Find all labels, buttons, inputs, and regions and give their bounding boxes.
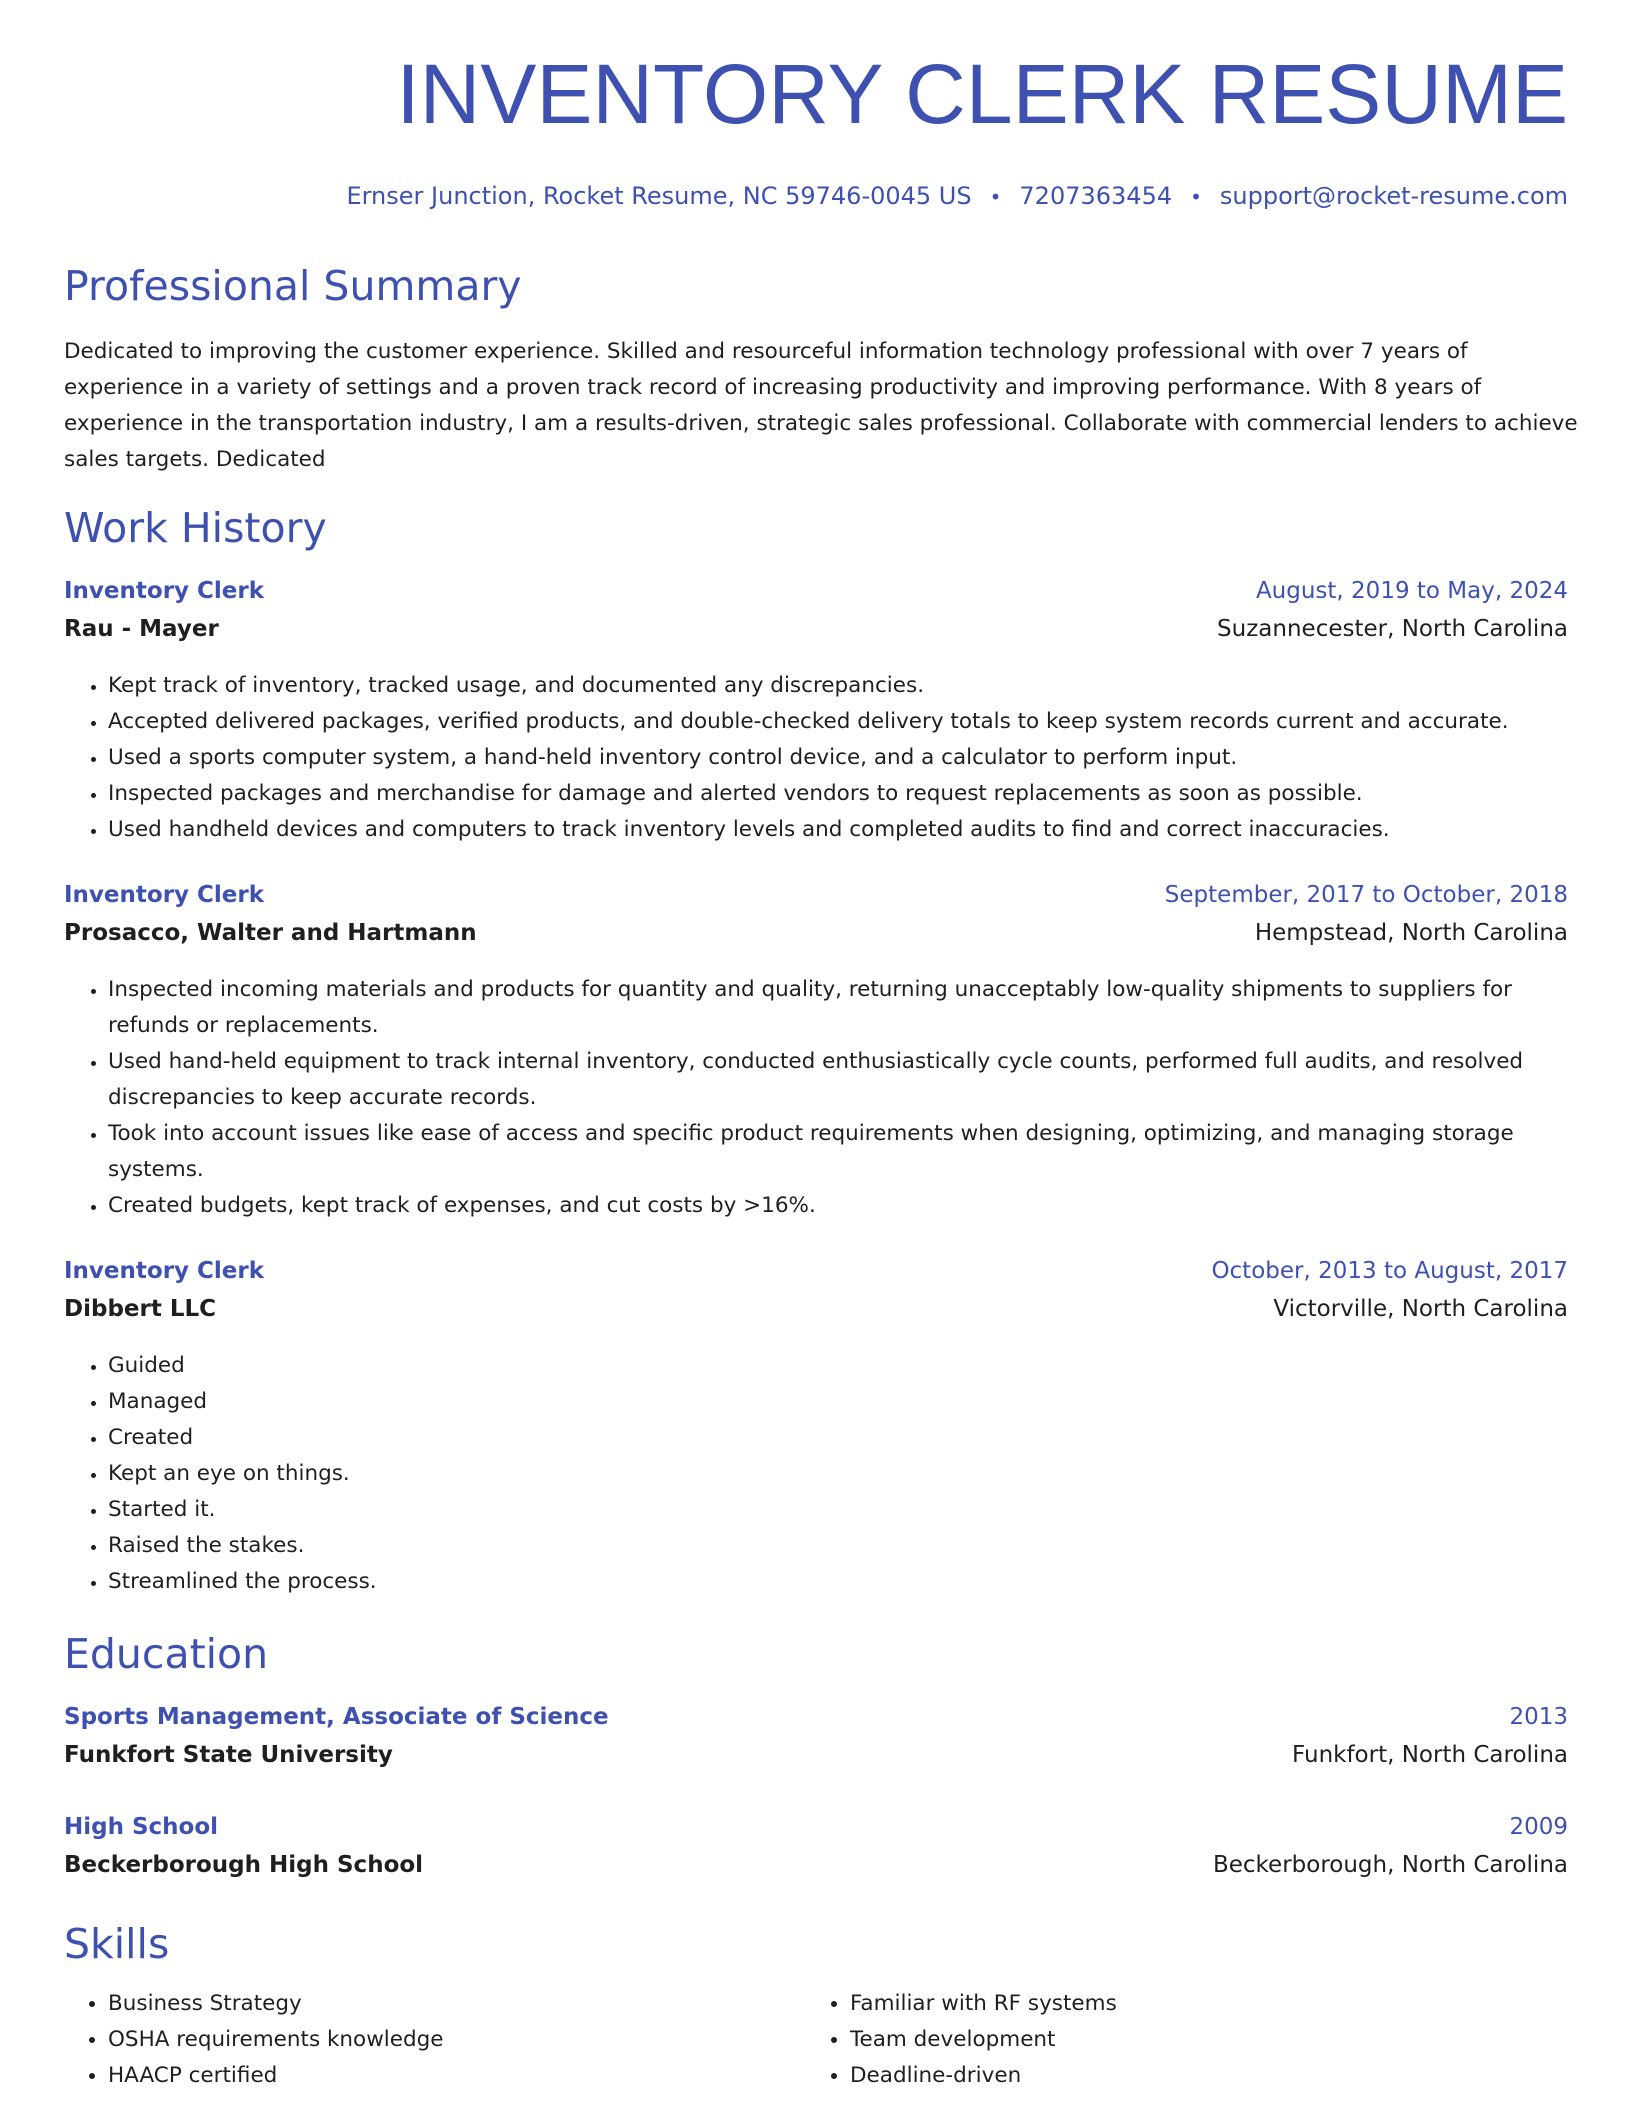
job-subheader	[64, 616, 1568, 648]
job-location: Suzannecester, North Carolina	[1217, 616, 1568, 642]
list-item: • Guided	[108, 1348, 1528, 1384]
contact-address: Ernser Junction, Rocket Resume, NC 59746-0045 US	[346, 182, 972, 210]
list-item: • Kept track of inventory, tracked usage, and documented any discrepancies.	[108, 668, 1528, 704]
list-item: • Started it.	[108, 1492, 1528, 1528]
education-subheader	[64, 1742, 1568, 1774]
education-degree: High School	[64, 1814, 219, 1840]
job-role: Inventory Clerk	[64, 882, 265, 908]
list-item: • Raised the stakes.	[108, 1528, 1528, 1564]
list-item: • Familiar with RF systems	[850, 1986, 1550, 2022]
list-item: • HAACP certified	[108, 2058, 808, 2094]
education-heading: Education	[64, 1630, 269, 1678]
list-item: • Inspected packages and merchandise for damage and alerted vendors to request replacements as soon as possible.	[108, 776, 1528, 812]
education-school: Funkfort State University	[64, 1742, 393, 1768]
job-bullets	[64, 668, 1528, 848]
education-header	[64, 1704, 1568, 1736]
list-item: • Used a sports computer system, a hand-held inventory control device, and a calculator to perform input.	[108, 740, 1528, 776]
education-subheader	[64, 1852, 1568, 1884]
summary-text: Dedicated to improving the customer experience. Skilled and resourceful information technology professional with over 7 years of experience in a variety of settings and a proven track record of increasing productivity and improving performance. With 8 years of experience in the transportation industry, I am a results-driven, strategic sales professional. Collaborate with commercial lenders to achieve sales targets. Dedicated	[64, 339, 1578, 472]
list-item: • Used hand-held equipment to track internal inventory, conducted enthusiastically cycle counts, performed full audits, and resolved discrepancies to keep accurate records.	[108, 1044, 1528, 1116]
summary-heading: Professional Summary	[64, 262, 522, 310]
job-subheader	[64, 1296, 1568, 1328]
job-company: Dibbert LLC	[64, 1296, 217, 1322]
contact-line	[346, 182, 1568, 210]
job-header	[64, 578, 1568, 610]
work-history-heading: Work History	[64, 504, 327, 552]
job-subheader	[64, 920, 1568, 952]
education-year: 2013	[1509, 1704, 1568, 1730]
job-bullets	[64, 1348, 1528, 1600]
education-school: Beckerborough High School	[64, 1852, 424, 1878]
contact-phone: 7207363454	[1019, 182, 1173, 210]
list-item: • Deadline-driven	[850, 2058, 1550, 2094]
job-bullets	[64, 972, 1528, 1224]
job-location: Hempstead, North Carolina	[1254, 920, 1568, 946]
job-company: Prosacco, Walter and Hartmann	[64, 920, 477, 946]
skills-heading: Skills	[64, 1920, 170, 1968]
list-item: • Inspected incoming materials and products for quantity and quality, returning unacceptably low-quality shipments to suppliers for refunds or replacements.	[108, 972, 1528, 1044]
contact-separator: •	[1190, 185, 1202, 209]
job-header	[64, 1258, 1568, 1290]
job-role: Inventory Clerk	[64, 578, 265, 604]
job-dates: September, 2017 to October, 2018	[1164, 882, 1568, 908]
list-item: • Business Strategy	[108, 1986, 808, 2022]
list-item: • Accepted delivered packages, verified products, and double-checked delivery totals to keep system records current and accurate.	[108, 704, 1528, 740]
list-item: • Created	[108, 1420, 1528, 1456]
skills-list-right	[806, 1986, 1550, 2094]
job-role: Inventory Clerk	[64, 1258, 265, 1284]
list-item: • Took into account issues like ease of access and specific product requirements when designing, optimizing, and managing storage systems.	[108, 1116, 1528, 1188]
list-item: • OSHA requirements knowledge	[108, 2022, 808, 2058]
contact-email[interactable]: support@rocket-resume.com	[1219, 182, 1568, 210]
list-item: • Streamlined the process.	[108, 1564, 1528, 1600]
education-degree: Sports Management, Associate of Science	[64, 1704, 609, 1730]
contact-separator: •	[989, 185, 1002, 209]
education-location: Beckerborough, North Carolina	[1212, 1852, 1568, 1878]
job-location: Victorville, North Carolina	[1273, 1296, 1568, 1322]
job-company: Rau - Mayer	[64, 616, 219, 642]
resume-title: INVENTORY CLERK RESUME	[396, 47, 1568, 141]
education-header	[64, 1814, 1568, 1846]
list-item: • Kept an eye on things.	[108, 1456, 1528, 1492]
list-item: • Used handheld devices and computers to track inventory levels and completed audits to find and correct inaccuracies.	[108, 812, 1528, 848]
education-location: Funkfort, North Carolina	[1292, 1742, 1568, 1768]
education-year: 2009	[1509, 1814, 1568, 1840]
skills-list-left	[64, 1986, 808, 2094]
list-item: • Created budgets, kept track of expenses, and cut costs by >16%.	[108, 1188, 1528, 1224]
job-header	[64, 882, 1568, 914]
list-item: • Team development	[850, 2022, 1550, 2058]
list-item: • Managed	[108, 1384, 1528, 1420]
job-dates: October, 2013 to August, 2017	[1211, 1258, 1568, 1284]
job-dates: August, 2019 to May, 2024	[1255, 578, 1568, 604]
